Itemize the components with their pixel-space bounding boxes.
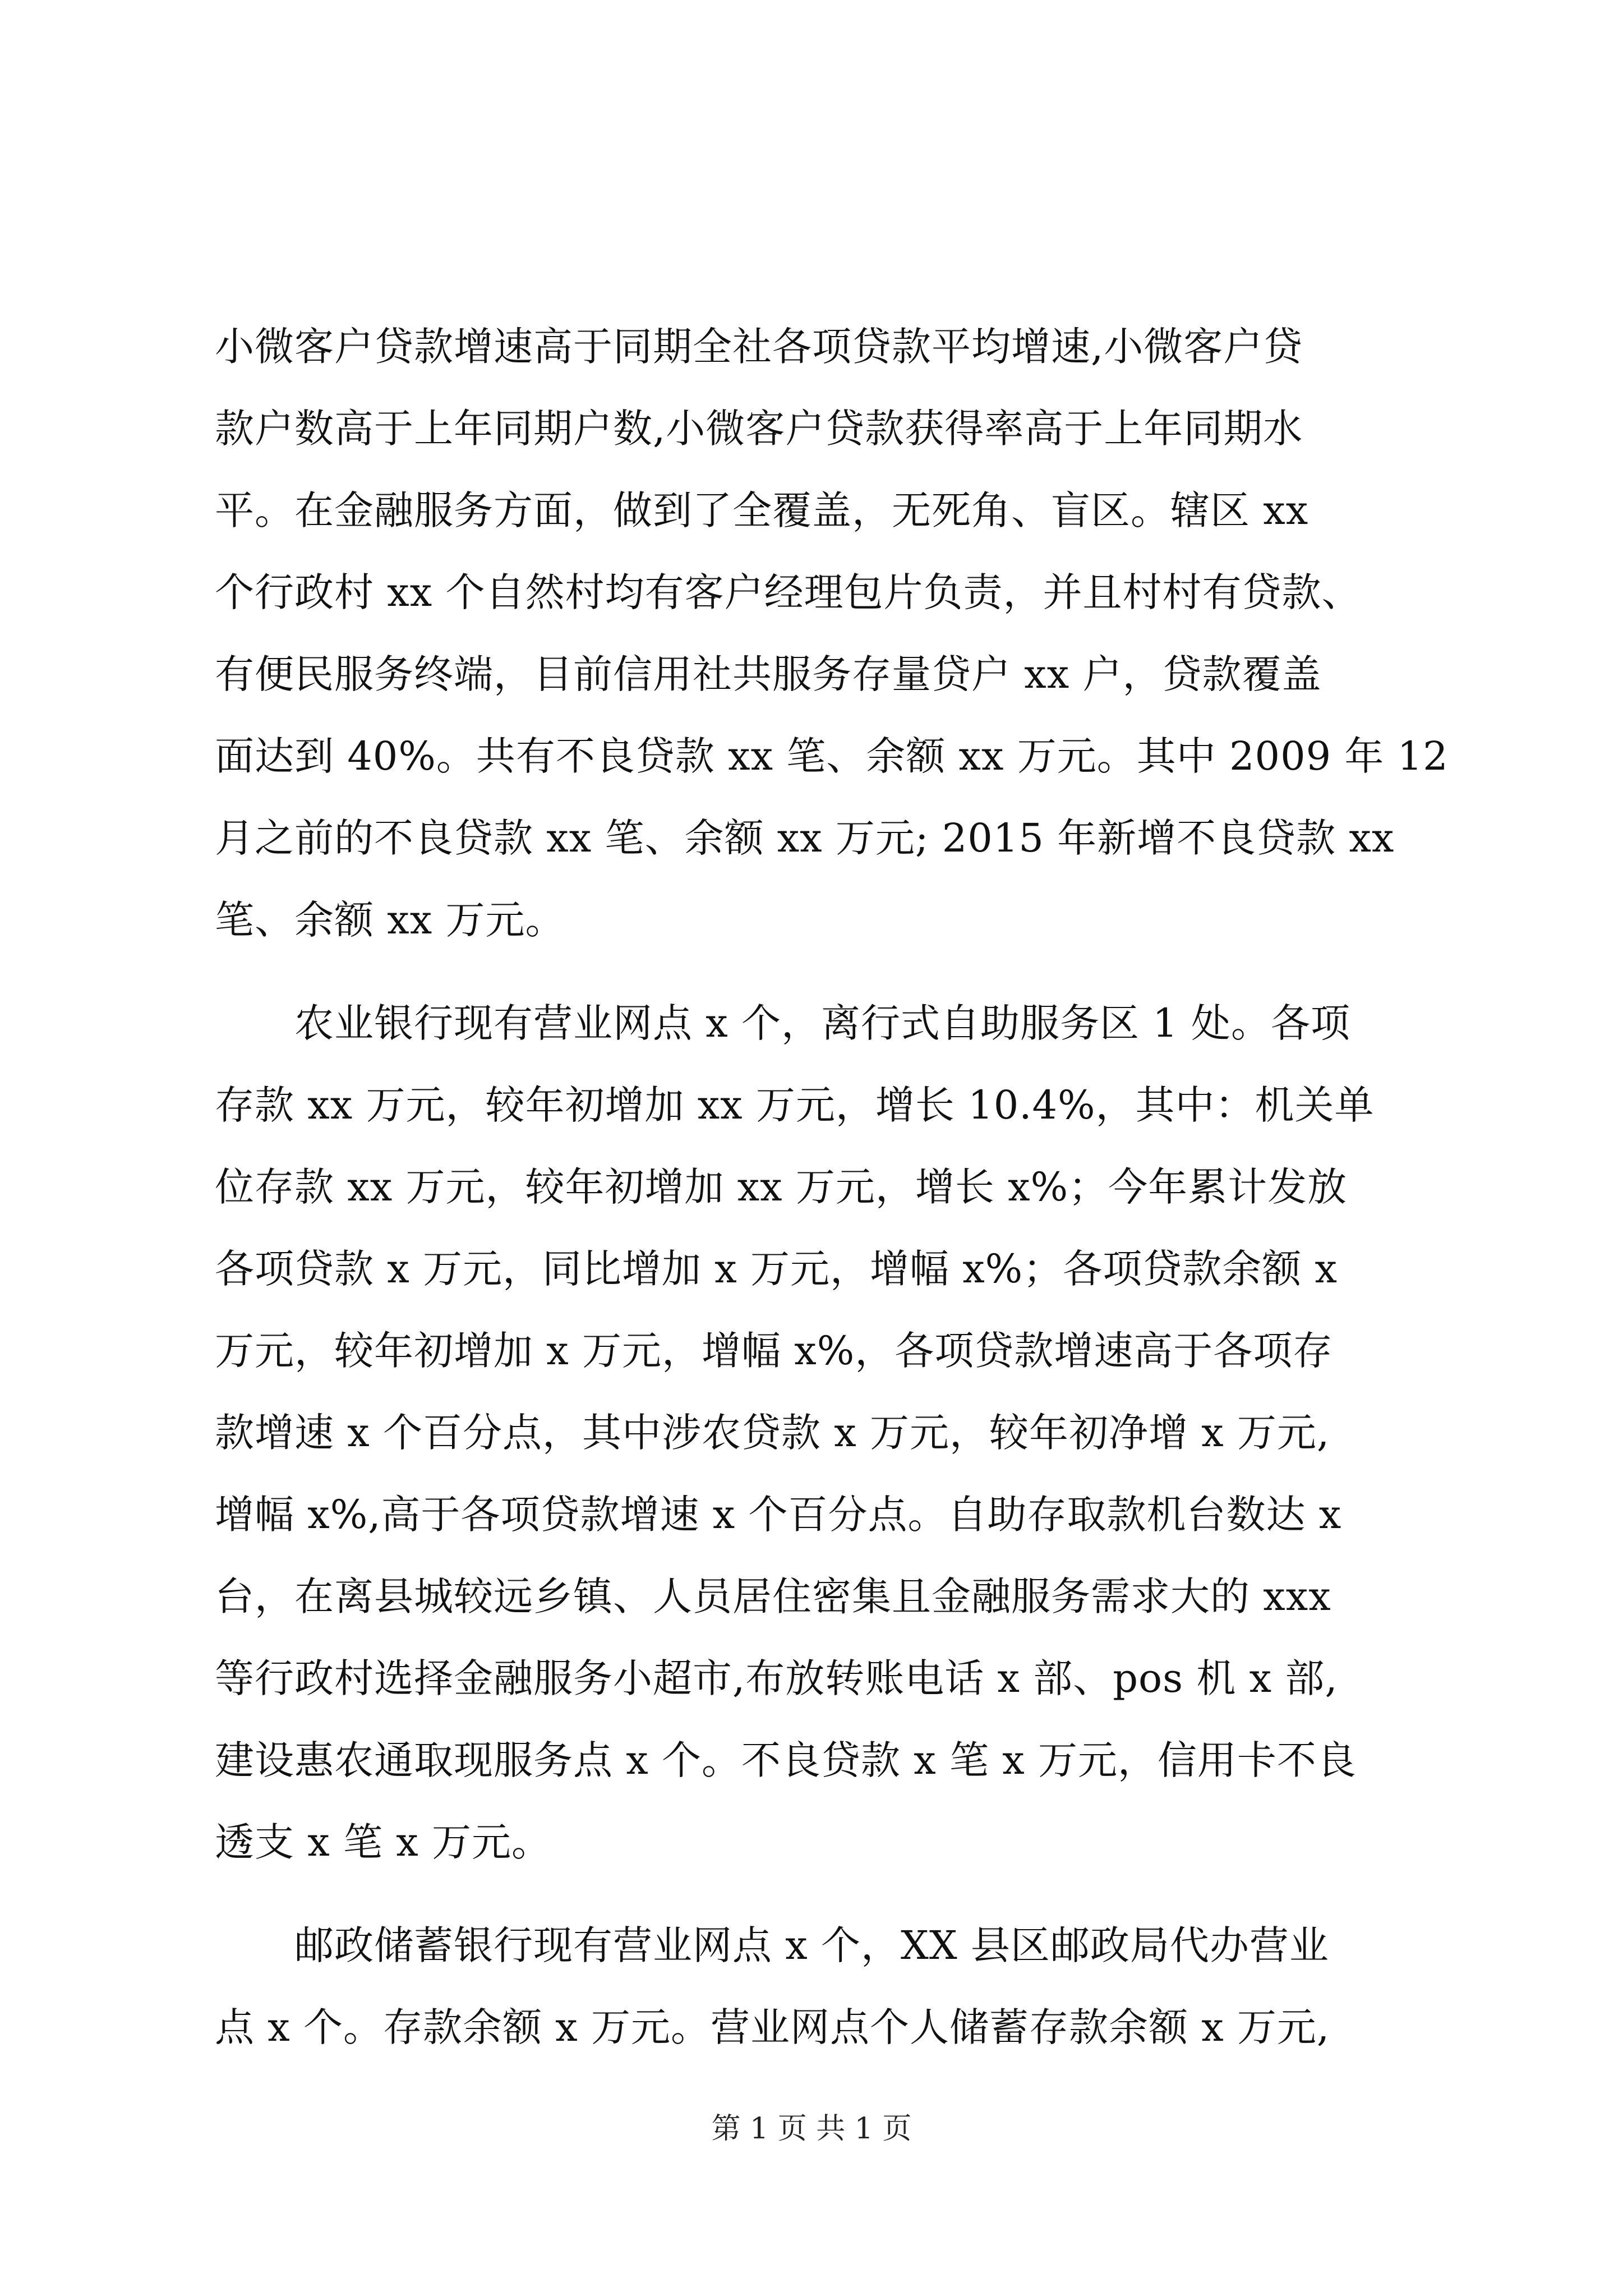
text-line: 面达到 40%。共有不良贷款 xx 笔、余额 xx 万元。其中 2009 年 12 [215,733,1449,779]
text-line: 农业银行现有营业网点 x 个，离行式自助服务区 1 处。各项 [215,1000,1351,1046]
text-line: 等行政村选择金融服务小超市,布放转账电话 x 部、pos 机 x 部, [215,1655,1338,1701]
text-line: 小微客户贷款增速高于同期全社各项贷款平均增速,小微客户贷 [215,324,1303,370]
paragraph-3 [215,1904,1421,2068]
page-footer: 第 1 页 共 1 页 [711,2112,912,2146]
paragraph-spacer [215,1883,1421,1904]
text-line: 月之前的不良贷款 xx 笔、余额 xx 万元; 2015 年新增不良贷款 xx [215,815,1395,861]
text-line: 点 x 个。存款余额 x 万元。营业网点个人储蓄存款余额 x 万元, [215,2004,1330,2050]
text-line: 台，在离县城较远乡镇、人员居住密集且金融服务需求大的 xxx [215,1573,1331,1619]
text-line: 各项贷款 x 万元，同比增加 x 万元，增幅 x%；各项贷款余额 x [215,1246,1338,1292]
text-line: 款增速 x 个百分点，其中涉农贷款 x 万元，较年初净增 x 万元, [215,1410,1330,1456]
text-line: 透支 x 笔 x 万元。 [215,1819,551,1865]
text-line: 增幅 x%,高于各项贷款增速 x 个百分点。自助存取款机台数达 x [215,1492,1342,1538]
paragraph-1 [215,306,1449,961]
text-line: 邮政储蓄银行现有营业网点 x 个，XX 县区邮政局代办营业 [215,1922,1329,1968]
text-line: 存款 xx 万元，较年初增加 xx 万元，增长 10.4%，其中：机关单 [215,1082,1375,1128]
text-line: 笔、余额 xx 万元。 [215,897,565,943]
paragraph-2 [215,982,1421,1883]
text-line: 款户数高于上年同期户数,小微客户贷款获得率高于上年同期水 [215,406,1303,452]
text-line: 位存款 xx 万元，较年初增加 xx 万元，增长 x%；今年累计发放 [215,1164,1348,1210]
text-line: 平。在金融服务方面，做到了全覆盖，无死角、盲区。辖区 xx [215,487,1309,533]
text-line: 有便民服务终端，目前信用社共服务存量贷户 xx 户，贷款覆盖 [215,651,1322,697]
document-body [215,306,1449,2068]
text-line: 万元，较年初增加 x 万元，增幅 x%，各项贷款增速高于各项存 [215,1328,1333,1374]
paragraph-spacer [215,961,1421,982]
text-line: 建设惠农通取现服务点 x 个。不良贷款 x 笔 x 万元，信用卡不良 [215,1737,1357,1783]
text-line: 个行政村 xx 个自然村均有客户经理包片负责，并且村村有贷款、 [215,569,1362,615]
